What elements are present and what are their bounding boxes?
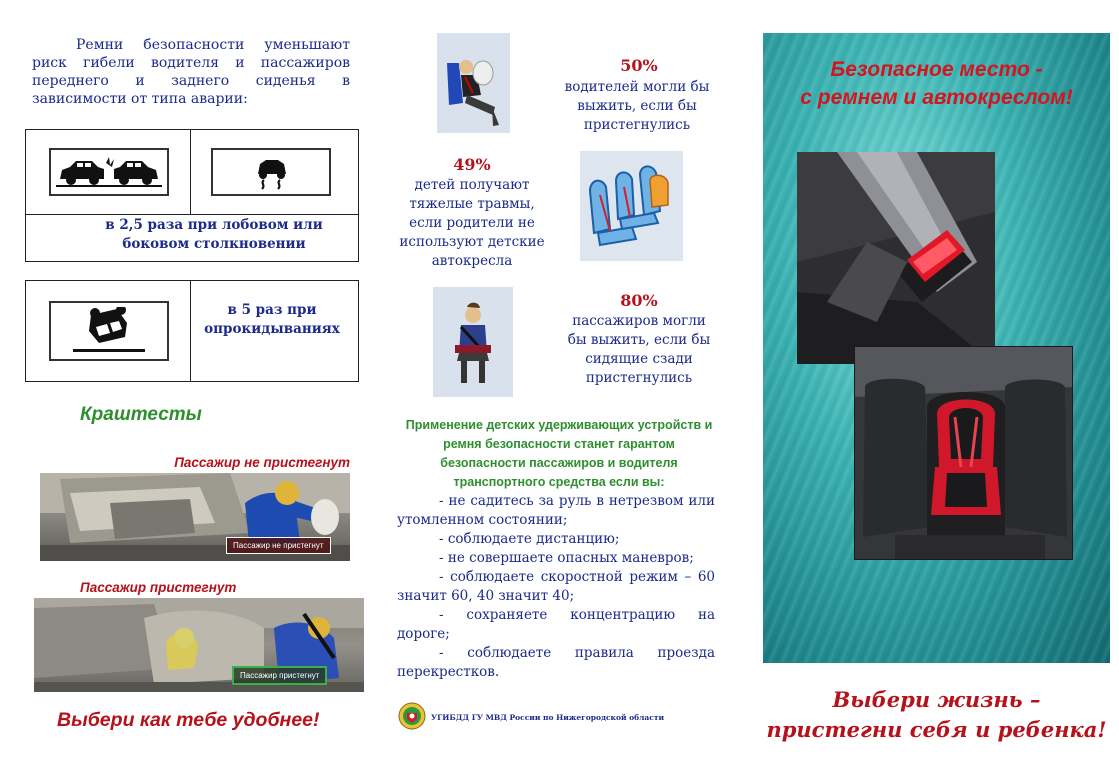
stat-drivers-percent: 50% xyxy=(620,56,658,75)
unbelted-crashtest-photo xyxy=(40,473,350,561)
child-car-seats-illustration xyxy=(580,151,683,261)
panel-title-line2: с ремнем и автокреслом! xyxy=(800,86,1073,109)
stat-drivers-text: водителей могли бы выжить, если бы пристегнулись xyxy=(564,79,710,133)
intro-paragraph xyxy=(32,36,350,108)
belted-caption: Пассажир пристегнут xyxy=(232,666,327,685)
panel-title-line1: Безопасное место - xyxy=(830,58,1043,81)
rollover-text: в 5 раз при опрокидываниях xyxy=(204,302,340,337)
stat-children-text: детей получают тяжелые травмы, если родители не используют детские автокресла xyxy=(399,177,545,269)
frontal-collision-text: в 2,5 раза при лобовом или боковом столкновении xyxy=(105,217,323,252)
gibdd-emblem-icon xyxy=(398,702,426,730)
driver-airbag-illustration xyxy=(437,33,510,133)
footer-organization: УГИБДД ГУ МВД России по Нижегородской области xyxy=(431,713,665,722)
safety-rules-block xyxy=(397,416,715,682)
rear-passenger-belt-illustration xyxy=(433,287,513,397)
rules-intro: Применение детских удерживающих устройств и ремня безопасности станет гарантом безопасности пассажиров и водителя транспортного средства если вы: xyxy=(405,418,713,489)
skidding-car-sign-icon xyxy=(211,148,331,196)
slogan-line2: пристегни себя и ребенка! xyxy=(766,717,1107,742)
belted-crashtest-photo xyxy=(34,598,364,692)
rollover-car-sign-icon xyxy=(49,301,169,361)
rollover-table xyxy=(25,280,359,382)
crashtests-heading: Краштесты xyxy=(80,404,202,425)
slogan-line1: Выбери жизнь – xyxy=(832,687,1041,712)
stat-children-percent: 49% xyxy=(453,155,491,174)
unbelted-heading: Пассажир не пристегнут xyxy=(174,455,350,470)
rule-item: - не совершаете опасных маневров; xyxy=(439,550,694,566)
unbelted-caption: Пассажир не пристегнут xyxy=(226,537,331,554)
intro-text: Ремни безопасности уменьшают риск гибели водителя и пассажиров переднего и заднего сиденья в зависимости от типа аварии: xyxy=(32,37,350,107)
frontal-collision-table xyxy=(25,129,359,262)
rule-item: - сохраняете концентрацию на дороге; xyxy=(397,607,715,642)
belted-heading: Пассажир пристегнут xyxy=(80,580,237,595)
choose-slogan: Выбери как тебе удобнее! xyxy=(57,709,320,731)
child-car-seat-photo xyxy=(854,346,1073,560)
rule-item: - соблюдаете скоростной режим – 60 значит 60, 40 значит 40; xyxy=(397,569,715,604)
rule-item: - не садитесь за руль в нетрезвом или утомленном состоянии; xyxy=(397,493,715,528)
stat-passengers-text: пассажиров могли бы выжить, если бы сидящие сзади пристегнулись xyxy=(567,313,711,386)
head-on-collision-sign-icon xyxy=(49,148,169,196)
stat-passengers-percent: 80% xyxy=(620,291,658,310)
rule-item: - соблюдаете дистанцию; xyxy=(439,531,620,547)
rule-item: - соблюдаете правила проезда перекрестков. xyxy=(397,645,715,680)
seatbelt-buckle-photo xyxy=(797,152,995,364)
safe-seat-panel xyxy=(763,33,1110,663)
